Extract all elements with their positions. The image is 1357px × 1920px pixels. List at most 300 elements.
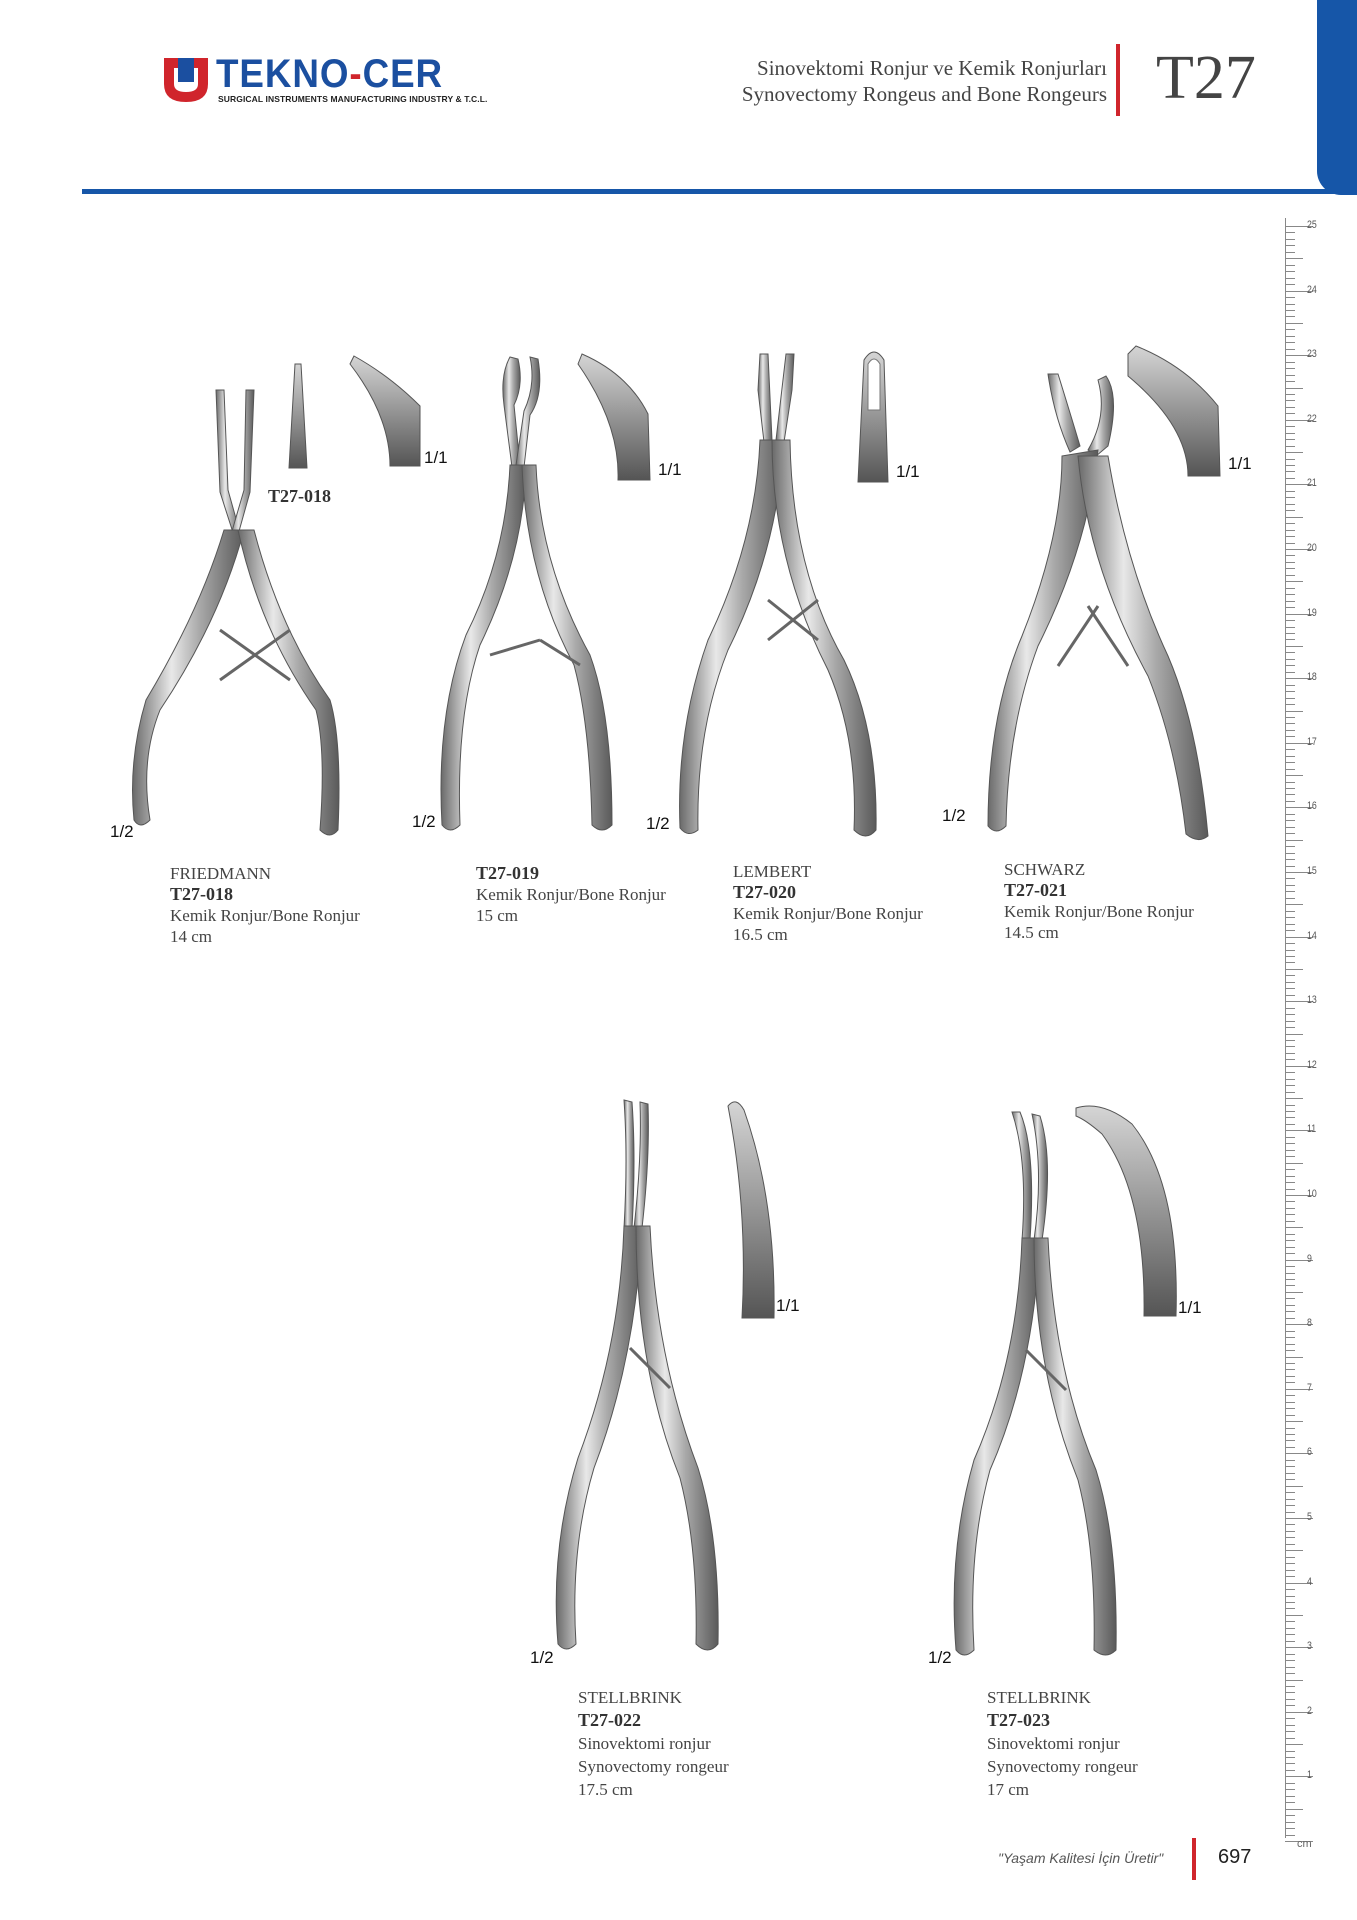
product-caption-t27-019 — [476, 863, 666, 926]
ruler-tick — [1285, 530, 1295, 531]
ruler-tick — [1285, 943, 1295, 944]
ruler-tick — [1285, 1505, 1295, 1506]
ruler-tick — [1285, 1680, 1303, 1681]
product-caption-t27-018 — [170, 863, 360, 947]
ruler-tick — [1285, 646, 1303, 647]
section-code: T27 — [1156, 44, 1256, 112]
ruler-tick — [1285, 1835, 1295, 1836]
product-description: Kemik Ronjur/Bone Ronjur — [1004, 902, 1194, 921]
product-caption-t27-022 — [578, 1686, 729, 1801]
rongeur-image-t27-018 — [120, 380, 360, 850]
ruler-tick — [1285, 1512, 1295, 1513]
ruler-tick — [1285, 891, 1295, 892]
ruler-label: 19 — [1307, 606, 1317, 619]
ruler-tick — [1285, 568, 1295, 569]
ruler-tick — [1285, 1731, 1295, 1732]
ruler-label: 18 — [1307, 671, 1317, 684]
ruler-tick — [1285, 1550, 1303, 1551]
ruler-tick — [1285, 1828, 1295, 1829]
ruler-tick — [1285, 278, 1295, 279]
ruler-tick — [1285, 562, 1295, 563]
jaw-detail-front-t27-020 — [856, 350, 892, 484]
ruler-tick — [1285, 820, 1295, 821]
product-size: 14 cm — [170, 927, 213, 946]
ruler-tick — [1285, 1751, 1295, 1752]
ruler-tick — [1285, 672, 1295, 673]
ruler-tick — [1285, 1117, 1295, 1118]
ruler-tick — [1285, 801, 1295, 802]
ruler-tick — [1285, 1524, 1295, 1525]
ruler-tick — [1285, 1815, 1295, 1816]
ruler-tick — [1285, 1415, 1295, 1416]
ruler-label: 24 — [1307, 283, 1317, 296]
ruler-tick — [1285, 446, 1295, 447]
ruler-tick — [1285, 588, 1295, 589]
ruler-tick — [1285, 1357, 1303, 1358]
ruler-tick — [1285, 627, 1295, 628]
product-name: STELLBRINK — [578, 1688, 682, 1707]
page-number: 697 — [1218, 1846, 1252, 1868]
ruler-tick — [1285, 1699, 1295, 1700]
ruler-tick — [1285, 400, 1295, 401]
ruler-tick — [1285, 1143, 1295, 1144]
ruler-tick — [1285, 691, 1295, 692]
ruler-tick — [1285, 297, 1295, 298]
ruler-tick — [1285, 1499, 1295, 1500]
ruler-label: 11 — [1307, 1123, 1317, 1136]
ruler-tick — [1285, 723, 1295, 724]
ruler-label: 10 — [1307, 1188, 1317, 1200]
cm-ruler — [1285, 218, 1335, 1838]
ruler-tick — [1285, 523, 1295, 524]
ruler-label: 5 — [1307, 1511, 1312, 1523]
ruler-tick — [1285, 394, 1295, 395]
ruler-tick — [1285, 1421, 1303, 1422]
ruler-tick — [1285, 794, 1295, 795]
header-blue-tab — [1317, 0, 1357, 195]
ruler-tick — [1285, 1008, 1295, 1009]
ruler-tick — [1285, 1150, 1295, 1151]
ruler-tick — [1285, 1544, 1295, 1545]
ruler-tick — [1285, 1557, 1295, 1558]
jaw-detail-side-t27-023 — [1072, 1104, 1182, 1318]
ruler-tick — [1285, 381, 1295, 382]
ruler-tick — [1285, 1822, 1295, 1823]
ruler-tick — [1285, 769, 1295, 770]
ruler-tick — [1285, 1234, 1295, 1235]
ruler-tick — [1285, 1169, 1295, 1170]
ruler-tick — [1285, 730, 1295, 731]
ruler-tick — [1285, 1227, 1303, 1228]
ruler-tick — [1285, 975, 1295, 976]
ruler-tick — [1285, 685, 1295, 686]
ruler-tick — [1285, 271, 1295, 272]
ruler-label: 23 — [1307, 348, 1317, 361]
ruler-tick — [1285, 717, 1295, 718]
ruler-tick — [1285, 1072, 1295, 1073]
ruler-tick — [1285, 471, 1295, 472]
ruler-tick — [1285, 1240, 1295, 1241]
ruler-tick — [1285, 1402, 1295, 1403]
ruler-tick — [1285, 452, 1303, 453]
jaw-detail-side-t27-018 — [350, 356, 426, 468]
ruler-tick — [1285, 1654, 1295, 1655]
ruler-label: 1 — [1307, 1769, 1312, 1782]
ruler-tick — [1285, 504, 1295, 505]
ruler-tick — [1285, 1434, 1295, 1435]
ruler-tick — [1285, 1408, 1295, 1409]
product-size: 16.5 cm — [733, 925, 788, 944]
ruler-tick — [1285, 1079, 1295, 1080]
ruler-tick — [1285, 846, 1295, 847]
ruler-label: 17 — [1307, 735, 1317, 748]
ruler-tick — [1285, 1802, 1295, 1803]
ruler-tick — [1285, 1596, 1295, 1597]
brand-name: TEKNO-CER — [216, 52, 444, 96]
ruler-label: 21 — [1307, 477, 1317, 490]
ruler-tick — [1285, 1447, 1295, 1448]
ruler-tick — [1285, 956, 1295, 957]
product-name: SCHWARZ — [1004, 860, 1086, 879]
ruler-tick — [1285, 1382, 1295, 1383]
scale-half-2: 1/2 — [412, 812, 436, 831]
jaw-detail-side-t27-021 — [1126, 346, 1222, 478]
ruler-tick — [1285, 245, 1295, 246]
ruler-tick — [1285, 1608, 1295, 1609]
ruler-tick — [1285, 1105, 1295, 1106]
ruler-tick — [1285, 1247, 1295, 1248]
ruler-tick — [1285, 1570, 1295, 1571]
ruler-tick — [1285, 1034, 1303, 1035]
ruler-tick — [1285, 433, 1295, 434]
ruler-tick — [1285, 995, 1295, 996]
product-size: 17.5 cm — [578, 1780, 633, 1799]
ruler-tick — [1285, 1692, 1295, 1693]
page-title-en: Synovectomy Rongeus and Bone Rongeurs — [741, 82, 1107, 106]
ruler-tick — [1285, 1053, 1295, 1054]
ruler-tick — [1285, 310, 1295, 311]
ruler-tick — [1285, 782, 1295, 783]
ruler-tick — [1285, 1718, 1295, 1719]
ruler-tick — [1285, 1085, 1295, 1086]
ruler-tick — [1285, 459, 1295, 460]
ruler-tick — [1285, 1537, 1295, 1538]
ruler-tick — [1285, 756, 1295, 757]
ruler-tick — [1285, 510, 1295, 511]
ruler-tick — [1285, 917, 1295, 918]
ruler-tick — [1285, 1725, 1295, 1726]
ruler-label: 12 — [1307, 1058, 1317, 1071]
ruler-tick — [1285, 265, 1295, 266]
ruler-tick — [1285, 497, 1295, 498]
ruler-tick — [1285, 1182, 1295, 1183]
ruler-tick — [1285, 898, 1295, 899]
ruler-label: 15 — [1307, 865, 1317, 877]
ruler-tick — [1285, 439, 1295, 440]
ruler-tick — [1285, 1563, 1295, 1564]
ruler-tick — [1285, 1027, 1295, 1028]
ruler-tick — [1285, 885, 1295, 886]
product-code: T27-020 — [733, 882, 796, 902]
ruler-tick — [1285, 594, 1295, 595]
product-caption-t27-020 — [733, 861, 923, 945]
ruler-tick — [1285, 1098, 1303, 1099]
ruler-tick — [1285, 1021, 1295, 1022]
header-rule — [82, 189, 1357, 194]
scale-half-6: 1/2 — [928, 1648, 952, 1667]
ruler-tick — [1285, 342, 1295, 343]
ruler-tick — [1285, 1331, 1295, 1332]
ruler-tick — [1285, 982, 1295, 983]
ruler-tick — [1285, 1156, 1295, 1157]
ruler-tick — [1285, 1298, 1295, 1299]
ruler-label: 16 — [1307, 800, 1317, 813]
product-name: LEMBERT — [733, 862, 812, 881]
page-title — [742, 55, 1107, 107]
ruler-tick — [1285, 827, 1295, 828]
ruler-tick — [1285, 1221, 1295, 1222]
ruler-tick — [1285, 362, 1295, 363]
ruler-tick — [1285, 517, 1303, 518]
product-code: T27-023 — [987, 1710, 1050, 1730]
ruler-tick — [1285, 988, 1295, 989]
ruler-tick — [1285, 788, 1295, 789]
product-name: FRIEDMANN — [170, 864, 272, 883]
ruler-tick — [1285, 969, 1303, 970]
rongeur-image-t27-022 — [540, 1098, 740, 1668]
ruler-label: 7 — [1307, 1381, 1312, 1394]
ruler-tick — [1285, 413, 1295, 414]
ruler-tick — [1285, 1531, 1295, 1532]
ruler-label: 14 — [1307, 929, 1317, 942]
ruler-tick — [1285, 575, 1295, 576]
ruler-tick — [1285, 1576, 1295, 1577]
product-size: 14.5 cm — [1004, 923, 1059, 942]
product-code: T27-021 — [1004, 880, 1067, 900]
ruler-tick — [1285, 1046, 1295, 1047]
product-description-tr: Sinovektomi ronjur — [987, 1734, 1120, 1753]
ruler-tick — [1285, 1615, 1303, 1616]
ruler-tick — [1285, 962, 1295, 963]
ruler-tick — [1285, 1440, 1295, 1441]
ruler-tick — [1285, 601, 1295, 602]
ruler-tick — [1285, 620, 1295, 621]
ruler-tick — [1285, 665, 1295, 666]
ruler-label: 6 — [1307, 1446, 1312, 1459]
ruler-tick — [1285, 1350, 1295, 1351]
ruler-tick — [1285, 491, 1295, 492]
ruler-tick — [1285, 1428, 1295, 1429]
ruler-tick — [1285, 866, 1295, 867]
ruler-tick — [1285, 639, 1295, 640]
brand-logo-icon — [160, 54, 212, 104]
ruler-tick — [1285, 607, 1295, 608]
ruler-tick — [1285, 1092, 1295, 1093]
ruler-tick — [1285, 304, 1295, 305]
ruler-tick — [1285, 1253, 1295, 1254]
ruler-tick — [1285, 329, 1295, 330]
product-code: T27-018 — [170, 884, 233, 904]
ruler-tick — [1285, 478, 1295, 479]
ruler-tick — [1285, 1201, 1295, 1202]
ruler-tick — [1285, 1602, 1295, 1603]
ruler-tick — [1285, 950, 1295, 951]
ruler-tick — [1285, 911, 1295, 912]
product-caption-t27-021 — [1004, 859, 1194, 943]
ruler-tick — [1285, 1738, 1295, 1739]
brand-logo — [160, 52, 500, 112]
scale-full-6: 1/1 — [1178, 1298, 1202, 1317]
ruler-tick — [1285, 1189, 1295, 1190]
ruler-tick — [1285, 1705, 1295, 1706]
ruler-tick — [1285, 853, 1295, 854]
ruler-tick — [1285, 536, 1295, 537]
ruler-tick — [1285, 1363, 1295, 1364]
footer-divider — [1192, 1838, 1196, 1880]
ruler-tick — [1285, 1473, 1295, 1474]
ruler-tick — [1285, 581, 1303, 582]
scale-full-2: 1/1 — [658, 460, 682, 479]
ruler-tick — [1285, 633, 1295, 634]
product-caption-t27-023 — [987, 1686, 1138, 1801]
product-size: 17 cm — [987, 1780, 1030, 1799]
ruler-tick — [1285, 904, 1303, 905]
ruler-tick — [1285, 1628, 1295, 1629]
ruler-label: 25 — [1307, 219, 1317, 231]
scale-half-3: 1/2 — [646, 814, 670, 833]
ruler-tick — [1285, 1279, 1295, 1280]
scale-half-4: 1/2 — [942, 806, 966, 825]
scale-half-5: 1/2 — [530, 1648, 554, 1667]
brand-tagline: SURGICAL INSTRUMENTS MANUFACTURING INDUSTRY & T.C.L. — [218, 94, 488, 104]
image-label-t27-018: T27-018 — [268, 486, 331, 506]
product-size: 15 cm — [476, 906, 519, 925]
scale-full-5: 1/1 — [776, 1296, 800, 1315]
ruler-tick — [1285, 859, 1295, 860]
ruler-tick — [1285, 375, 1295, 376]
ruler-tick — [1285, 1273, 1295, 1274]
product-code: T27-022 — [578, 1710, 641, 1730]
ruler-tick — [1285, 336, 1295, 337]
ruler-tick — [1285, 1466, 1295, 1467]
ruler-tick — [1285, 426, 1295, 427]
scale-full-3: 1/1 — [896, 462, 920, 481]
ruler-tick — [1285, 762, 1295, 763]
ruler-tick — [1285, 368, 1295, 369]
product-description: Kemik Ronjur/Bone Ronjur — [733, 904, 923, 923]
ruler-tick — [1285, 1770, 1295, 1771]
ruler-tick — [1285, 1809, 1303, 1810]
ruler-tick — [1285, 1789, 1295, 1790]
ruler-tick — [1285, 878, 1295, 879]
ruler-tick — [1285, 1266, 1295, 1267]
ruler-tick — [1285, 258, 1303, 259]
ruler-tick — [1285, 284, 1295, 285]
product-code: T27-019 — [476, 863, 539, 883]
page-title-tr: Sinovektomi Ronjur ve Kemik Ronjurları — [757, 56, 1107, 80]
ruler-tick — [1285, 465, 1295, 466]
ruler-tick — [1285, 1176, 1295, 1177]
ruler-tick — [1285, 1395, 1295, 1396]
jaw-detail-front-t27-018 — [287, 364, 309, 470]
ruler-tick — [1285, 1214, 1295, 1215]
ruler-tick — [1285, 1014, 1295, 1015]
ruler-label: 9 — [1307, 1252, 1312, 1265]
ruler-tick — [1285, 930, 1295, 931]
ruler-label: 13 — [1307, 994, 1317, 1007]
ruler-tick — [1285, 1344, 1295, 1345]
ruler-tick — [1285, 252, 1295, 253]
ruler-tick — [1285, 388, 1303, 389]
ruler-tick — [1285, 1285, 1295, 1286]
product-description-en: Synovectomy rongeur — [987, 1757, 1138, 1776]
ruler-tick — [1285, 1305, 1295, 1306]
footer-slogan: "Yaşam Kalitesi İçin Üretir" — [998, 1850, 1164, 1866]
product-description-en: Synovectomy rongeur — [578, 1757, 729, 1776]
ruler-tick — [1285, 1318, 1295, 1319]
ruler-label: 2 — [1307, 1704, 1312, 1717]
ruler-tick — [1285, 1660, 1295, 1661]
ruler-tick — [1285, 775, 1303, 776]
ruler-tick — [1285, 1783, 1295, 1784]
product-description-tr: Sinovektomi ronjur — [578, 1734, 711, 1753]
ruler-tick — [1285, 833, 1295, 834]
ruler-tick — [1285, 1641, 1295, 1642]
product-name: STELLBRINK — [987, 1688, 1091, 1707]
header-divider — [1116, 44, 1120, 116]
jaw-detail-side-t27-019 — [578, 354, 654, 480]
product-description: Kemik Ronjur/Bone Ronjur — [170, 906, 360, 925]
ruler-tick — [1285, 1686, 1295, 1687]
ruler-tick — [1285, 1111, 1295, 1112]
ruler-tick — [1285, 1673, 1295, 1674]
ruler-tick — [1285, 323, 1303, 324]
ruler-tick — [1285, 1492, 1295, 1493]
ruler-tick — [1285, 1208, 1295, 1209]
ruler-tick — [1285, 698, 1295, 699]
ruler-tick — [1285, 814, 1295, 815]
product-description: Kemik Ronjur/Bone Ronjur — [476, 885, 666, 904]
scale-half-1: 1/2 — [110, 822, 134, 841]
jaw-detail-side-t27-022 — [726, 1100, 780, 1320]
ruler-tick — [1285, 1796, 1295, 1797]
ruler-tick — [1285, 1163, 1303, 1164]
ruler-unit: cm — [1297, 1838, 1312, 1850]
ruler-tick — [1285, 1337, 1295, 1338]
ruler-tick — [1285, 1460, 1295, 1461]
ruler-label: 4 — [1307, 1575, 1312, 1588]
ruler-tick — [1285, 543, 1295, 544]
ruler-tick — [1285, 316, 1295, 317]
ruler-label: 20 — [1307, 542, 1317, 554]
ruler-tick — [1285, 1763, 1295, 1764]
ruler-tick — [1285, 704, 1295, 705]
ruler-tick — [1285, 1376, 1295, 1377]
ruler-tick — [1285, 1667, 1295, 1668]
ruler-tick — [1285, 232, 1295, 233]
ruler-tick — [1285, 711, 1303, 712]
ruler-tick — [1285, 749, 1295, 750]
ruler-label: 22 — [1307, 412, 1317, 425]
ruler-tick — [1285, 1124, 1295, 1125]
ruler-tick — [1285, 1311, 1295, 1312]
ruler-tick — [1285, 736, 1295, 737]
ruler-tick — [1285, 840, 1303, 841]
ruler-tick — [1285, 659, 1295, 660]
ruler-tick — [1285, 349, 1295, 350]
ruler-tick — [1285, 1369, 1295, 1370]
ruler-tick — [1285, 1040, 1295, 1041]
